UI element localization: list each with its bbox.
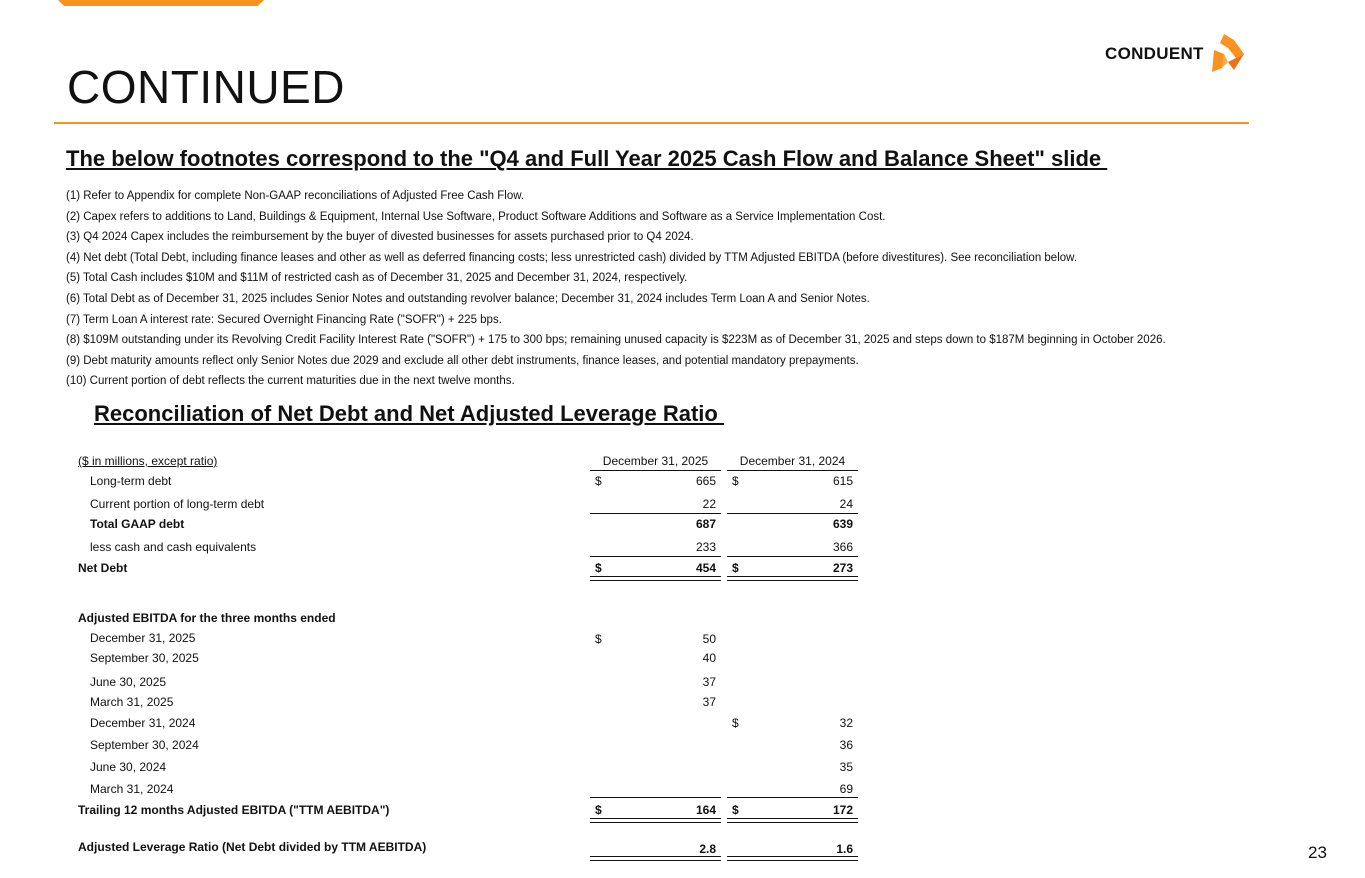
col-header-2025: December 31, 2025	[602, 454, 709, 468]
row-label-sep-2025: September 30, 2025	[90, 651, 199, 665]
conduent-logo	[1105, 34, 1248, 74]
dollar-sign: $	[595, 474, 602, 488]
value-net-debt-2025: 454	[695, 561, 716, 575]
value-ttm-2025: 164	[695, 803, 716, 817]
value-ttm-2024: 172	[832, 803, 853, 817]
value-current-portion-2025: 22	[702, 497, 716, 511]
page-number: 23	[1308, 843, 1327, 862]
subtotal-line	[590, 513, 721, 514]
value-less-cash-2024: 366	[832, 540, 853, 554]
dollar-sign: $	[732, 803, 739, 817]
header-underline-2024	[727, 470, 858, 471]
row-label-jun-2024: June 30, 2024	[90, 760, 167, 774]
total-double-line	[590, 856, 721, 861]
value-net-debt-2024: 273	[832, 561, 853, 575]
footnote-1: (1) Refer to Appendix for complete Non-GAAP reconciliations of Adjusted Free Cash Flow.	[66, 190, 525, 202]
total-double-line	[590, 576, 721, 581]
dollar-sign: $	[595, 632, 602, 646]
total-double-line	[727, 818, 858, 823]
row-label-mar-2025: March 31, 2025	[90, 695, 174, 709]
footnote-6: (6) Total Debt as of December 31, 2025 includes Senior Notes and outstanding revolver balance; December 31, 2024 includes Term Loan A and Senior Notes.	[66, 292, 870, 305]
subtotal-line	[727, 513, 858, 514]
value-less-cash-2025: 233	[695, 540, 716, 554]
value-mar-2025: 37	[702, 695, 716, 709]
dollar-sign: $	[732, 561, 739, 575]
footnote-8: (8) $109M outstanding under its Revolving Credit Facility Interest Rate ("SOFR") + 175 to 300 bps; remaining unused capacity is $223M as of December 31, 2025 and steps down to $187M beginning in October 2026.	[66, 334, 1166, 347]
row-label-sep-2024: September 30, 2024	[90, 738, 199, 752]
row-label-less-cash: less cash and cash equivalents	[90, 540, 257, 554]
subtotal-line	[727, 797, 858, 798]
conduent-logo-icon	[1210, 34, 1248, 74]
footnote-10: (10) Current portion of debt reflects the current maturities due in the next twelve months.	[66, 375, 515, 388]
subtotal-line	[590, 797, 721, 798]
row-label-net-debt: Net Debt	[78, 561, 128, 575]
header-divider	[54, 122, 1249, 124]
value-dec-2025: 50	[702, 632, 716, 646]
subtotal-line	[727, 556, 858, 557]
dollar-sign: $	[732, 716, 739, 730]
dollar-sign: $	[595, 561, 602, 575]
value-sep-2025: 40	[702, 651, 716, 665]
logo-text: CONDUENT	[1105, 44, 1204, 63]
dollar-sign: $	[595, 803, 602, 817]
value-ratio-2024: 1.6	[836, 842, 853, 856]
footnote-3: (3) Q4 2024 Capex includes the reimbursement by the buyer of divested businesses for assets purchased prior to Q4 2024.	[66, 231, 694, 244]
total-double-line	[727, 576, 858, 581]
footnote-7: (7) Term Loan A interest rate: Secured Overnight Financing Rate ("SOFR") + 225 bps.	[66, 313, 502, 326]
row-label-ratio: Adjusted Leverage Ratio (Net Debt divided by TTM AEBITDA)	[78, 840, 427, 854]
total-double-line	[727, 856, 858, 861]
header-underline-2025	[590, 470, 721, 471]
total-double-line	[590, 818, 721, 823]
value-current-portion-2024: 24	[839, 497, 853, 511]
footnotes-list	[66, 186, 1166, 392]
subtotal-line	[590, 556, 721, 557]
value-total-gaap-debt-2025: 687	[695, 517, 716, 531]
row-label-current-portion: Current portion of long-term debt	[90, 497, 265, 511]
row-label-ebitda-header: Adjusted EBITDA for the three months ended	[78, 611, 336, 625]
value-jun-2025: 37	[702, 675, 716, 689]
footnote-5: (5) Total Cash includes $10M and $11M of restricted cash as of December 31, 2025 and December 31, 2024, respectively.	[66, 272, 688, 285]
value-jun-2024: 35	[839, 760, 853, 774]
value-total-gaap-debt-2024: 639	[832, 517, 853, 531]
row-label-total-gaap-debt: Total GAAP debt	[90, 517, 185, 531]
row-label-dec-2025: December 31, 2025	[90, 631, 196, 645]
footnote-4: (4) Net debt (Total Debt, including finance leases and other as well as deferred financing costs; less unrestricted cash) divided by TTM Adjusted EBITDA (before divestitures). See reconciliation below.	[66, 251, 1078, 264]
value-ratio-2025: 2.8	[699, 842, 716, 856]
row-label-mar-2024: March 31, 2024	[90, 782, 174, 796]
top-accent-tab	[58, 0, 264, 6]
value-sep-2024: 36	[839, 738, 853, 752]
row-label-ttm: Trailing 12 months Adjusted EBITDA ("TTM AEBITDA")	[78, 803, 390, 817]
value-long-term-debt-2024: 615	[832, 474, 853, 488]
col-header-2024: December 31, 2024	[739, 454, 846, 468]
dollar-sign: $	[732, 474, 739, 488]
page-title: CONTINUED	[67, 61, 345, 113]
footnotes-heading: The below footnotes correspond to the "Q4 and Full Year 2025 Cash Flow and Balance Sheet" slide	[66, 146, 1108, 171]
value-mar-2024: 69	[839, 782, 853, 796]
footnote-9: (9) Debt maturity amounts reflect only Senior Notes due 2029 and exclude all other debt instruments, finance leases, and potential mandatory prepayments.	[66, 354, 859, 367]
reconciliation-heading: Reconciliation of Net Debt and Net Adjusted Leverage Ratio	[94, 401, 724, 426]
value-long-term-debt-2025: 665	[695, 474, 716, 488]
value-dec-2024: 32	[839, 716, 853, 730]
row-label-dec-2024: December 31, 2024	[90, 716, 196, 730]
row-label-jun-2025: June 30, 2025	[90, 675, 167, 689]
units-label: ($ in millions, except ratio)	[78, 454, 218, 468]
footnote-2: (2) Capex refers to additions to Land, Buildings & Equipment, Internal Use Software, Product Software Additions and Software as a Service Implementation Cost.	[66, 210, 886, 223]
row-label-long-term-debt: Long-term debt	[90, 474, 172, 488]
